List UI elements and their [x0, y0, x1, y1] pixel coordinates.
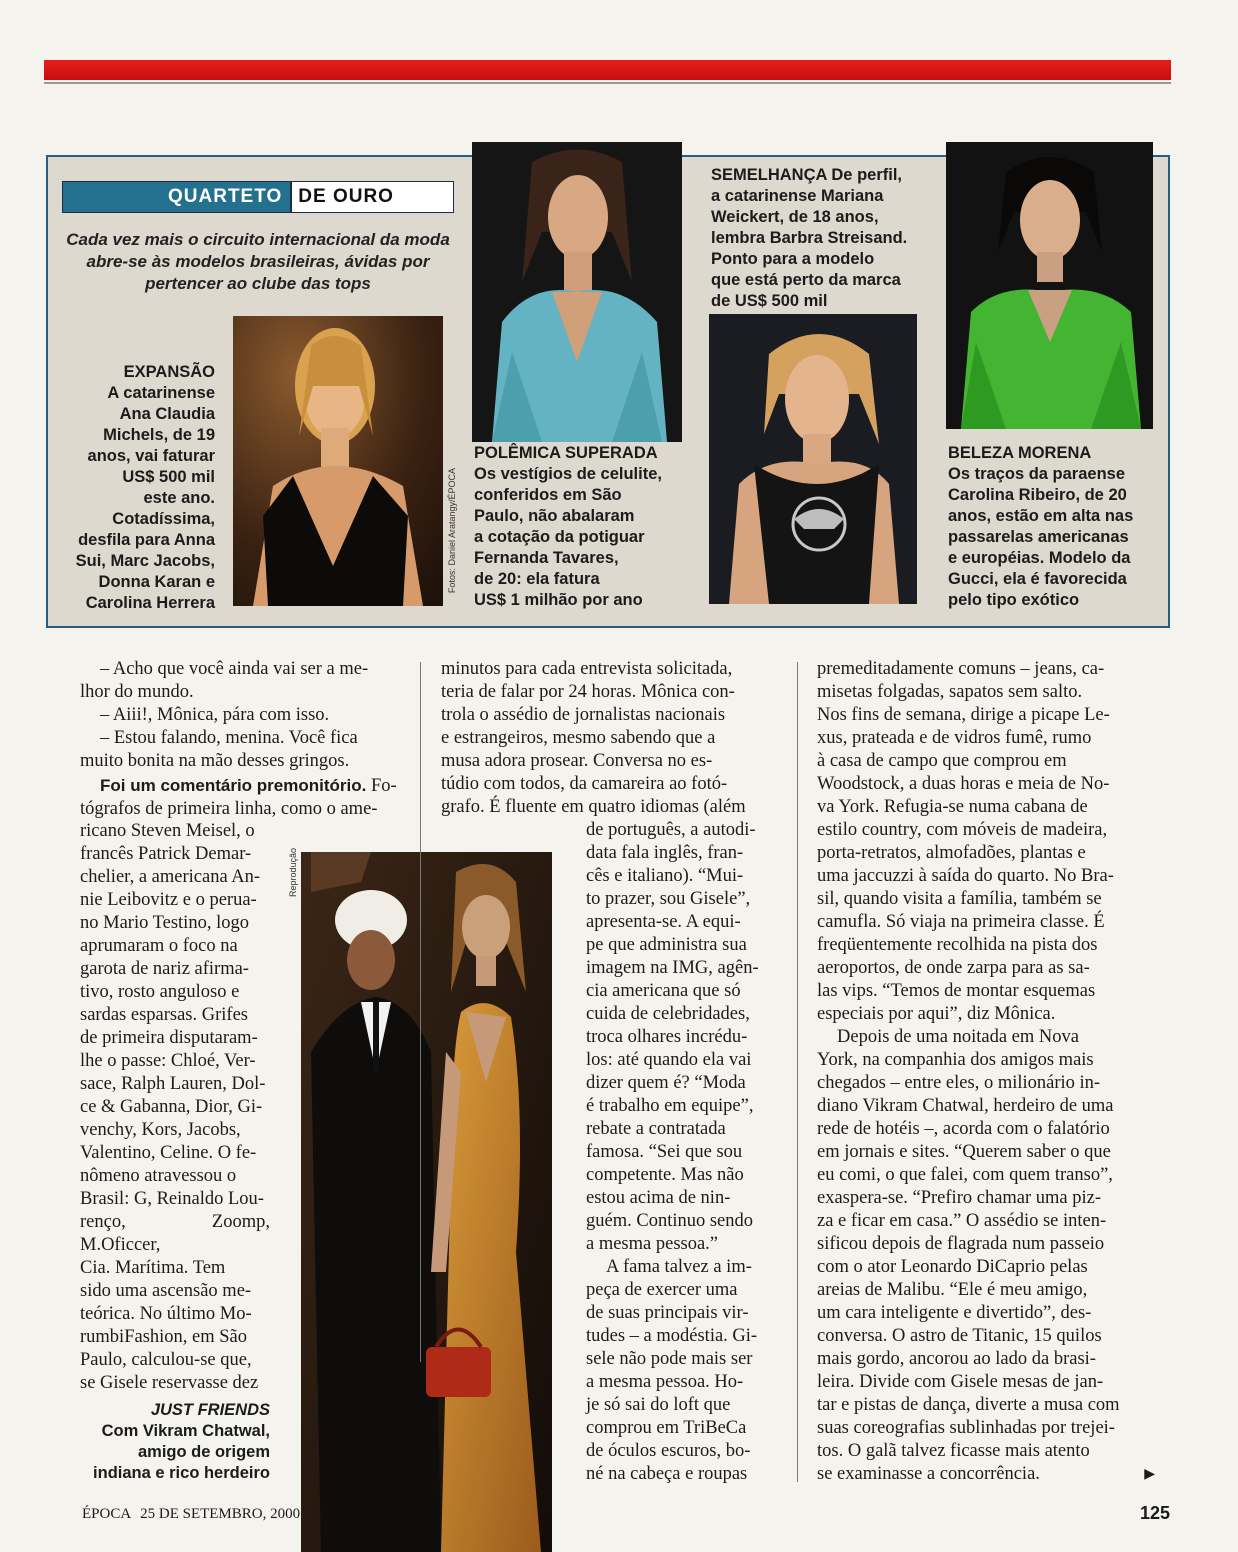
body-line: a mesma pessoa. Ho-: [586, 1372, 744, 1392]
caption-line: Gucci, ela é favorecida: [948, 570, 1127, 588]
box-intro: Cada vez mais o circuito internacional da moda abre-se às modelos brasileiras, ávidas por pertencer ao clube das tops: [66, 230, 450, 293]
caption-line: SEMELHANÇA De perfil,: [711, 166, 902, 184]
body-line: estilo country, com móveis de madeira,: [817, 820, 1108, 840]
caption-line: este ano.: [143, 489, 215, 507]
body-line: sardas esparsas. Grifes: [80, 1005, 248, 1025]
body-line: misetas folgadas, sapatos sem salto.: [817, 682, 1083, 702]
photo-ana-claudia-image: [233, 316, 443, 606]
caption-line: Os vestígios de celulite,: [474, 465, 662, 483]
caption-line: e européias. Modelo da: [948, 549, 1131, 567]
lead-rest: Fo-: [366, 776, 397, 796]
caption-polemica: [474, 443, 704, 611]
photo-ana-claudia: [233, 316, 443, 606]
caption-line: Fernanda Tavares,: [474, 549, 619, 567]
body-line: tar e pistas de dança, diverte a musa com: [817, 1395, 1120, 1415]
body-line: estou acima de nin-: [586, 1188, 731, 1208]
body-line: com o ator Leonardo DiCaprio pelas: [817, 1257, 1088, 1277]
article-column-2-narrow: [586, 819, 781, 1486]
caption-line: Ponto para a modelo: [711, 250, 875, 268]
caption-line: a cotação da potiguar: [474, 528, 645, 546]
photo-carolina-ribeiro: [946, 142, 1153, 429]
continue-arrow-icon: ▶: [1144, 1467, 1155, 1482]
body-line: – Aiii!, Mônica, pára com isso.: [100, 705, 330, 725]
body-line: premeditadamente comuns – jeans, ca-: [817, 659, 1105, 679]
box-header-part-b: DE OURO: [290, 182, 400, 212]
body-line: cês e italiano). “Mui-: [586, 866, 744, 886]
body-line: exaspera-se. “Prefiro chamar uma piz-: [817, 1188, 1102, 1208]
body-line: conversa. O astro de Titanic, 15 quilos: [817, 1326, 1102, 1346]
caption-expansao: [15, 362, 215, 614]
body-line: – Estou falando, menina. Você fica: [100, 728, 358, 748]
body-line: sificou depois de flagrada num passeio: [817, 1234, 1105, 1254]
footer-publication: [82, 1506, 300, 1523]
column-rule: [420, 662, 421, 1362]
body-line: ricano Steven Meisel, o: [80, 821, 255, 841]
body-line: de suas principais vir-: [586, 1303, 749, 1323]
caption-line: desfila para Anna: [78, 531, 215, 549]
caption-just-friends-head: JUST FRIENDS: [150, 1401, 270, 1419]
publication-name: ÉPOCA: [82, 1506, 131, 1522]
caption-line: A catarinense: [107, 384, 215, 402]
body-line: cuida de celebridades,: [586, 1004, 750, 1024]
body-line: sace, Ralph Lauren, Dol-: [80, 1074, 266, 1094]
box-header-part-a: QUARTETO: [63, 182, 290, 212]
body-line: za e ficar em casa.” O assédio se inten-: [817, 1211, 1107, 1231]
caption-line: amigo de origem: [137, 1443, 270, 1461]
photo-fernanda-tavares-image: [472, 142, 682, 442]
body-line: nie Leibovitz e o perua-: [80, 890, 257, 910]
body-line: famosa. “Sei que sou: [586, 1142, 743, 1162]
photo-carolina-ribeiro-image: [946, 142, 1153, 429]
body-line: rebate a contratada: [586, 1119, 726, 1139]
body-line: de óculos escuros, bo-: [586, 1441, 751, 1461]
body-line: diano Vikram Chatwal, herdeiro de uma: [817, 1096, 1114, 1116]
caption-line: Paulo, não abalaram: [474, 507, 635, 525]
publication-date: 25 DE SETEMBRO, 2000: [140, 1506, 301, 1522]
body-line: no Mario Testino, logo: [80, 913, 249, 933]
article-column-1: [80, 658, 405, 821]
photo-credit-reproducao: Reprodução: [288, 848, 298, 898]
body-line: camufla. Só viaja na primeira classe. É: [817, 912, 1105, 932]
body-line: comprou em TriBeCa: [586, 1418, 747, 1438]
body-line: Woodstock, a duas horas e meia de No-: [817, 774, 1110, 794]
caption-line: pelo tipo exótico: [948, 591, 1080, 609]
column-rule: [797, 662, 798, 1482]
caption-line: lembra Barbra Streisand.: [711, 229, 908, 247]
body-line: xus, prateada e de vidros fumê, rumo: [817, 728, 1092, 748]
body-line: [817, 1463, 1155, 1486]
article-column-1-narrow: [80, 820, 270, 1395]
caption-line: Michels, de 19: [103, 426, 215, 444]
body-line: chelier, a americana An-: [80, 867, 261, 887]
body-line: tógrafos de primeira linha, como o ame-: [80, 799, 378, 819]
body-line: teórica. No último Mo-: [80, 1304, 252, 1324]
caption-line: Donna Karan e: [98, 573, 215, 591]
body-line: tivo, rosto anguloso e: [80, 982, 240, 1002]
body-line: porta-retratos, almofadões, plantas e: [817, 843, 1086, 863]
body-line: lhe o passe: Chloé, Ver-: [80, 1051, 256, 1071]
body-line: sido uma ascensão me-: [80, 1281, 252, 1301]
caption-line: de 20: ela fatura: [474, 570, 600, 588]
body-line: de primeira disputaram-: [80, 1028, 258, 1048]
body-line: rumbiFashion, em São: [80, 1327, 248, 1347]
body-line: va York. Refugia-se numa cabana de: [817, 797, 1088, 817]
body-line: renço, Zoomp, M.Oficcer,: [80, 1212, 270, 1255]
body-line: garota de nariz afirma-: [80, 959, 249, 979]
body-line: nômeno atravessou o: [80, 1166, 237, 1186]
body-line: túdio com todos, da camareira ao fotó-: [441, 774, 728, 794]
photo-gisele-vikram-image: [301, 852, 552, 1552]
caption-line: US$ 1 milhão por ano: [474, 591, 643, 609]
body-line: sele não pode mais ser: [586, 1349, 753, 1369]
page-number: 125: [1140, 1503, 1171, 1523]
body-line: uma jaccuzzi à saída do quarto. No Bra-: [817, 866, 1114, 886]
article-column-3: [817, 658, 1155, 1486]
body-line: apresenta-se. A equi-: [586, 912, 741, 932]
body-line: francês Patrick Demar-: [80, 844, 252, 864]
body-line: em jornais e sites. “Querem saber o que: [817, 1142, 1111, 1162]
body-line: Cia. Marítima. Tem: [80, 1258, 226, 1278]
lead-in: Foi um comentário premonitório.: [100, 776, 367, 795]
body-line: troca olhares incrédu-: [586, 1027, 748, 1047]
body-line: chegados – entre eles, o milionário in-: [817, 1073, 1101, 1093]
body-line: e estrangeiros, mesmo sabendo que a: [441, 728, 716, 748]
body-line-last: se examinasse a concorrência.: [817, 1464, 1040, 1484]
body-line: to prazer, sou Gisele”,: [586, 889, 751, 909]
body-line: York, na companhia dos amigos mais: [817, 1050, 1094, 1070]
body-line: venchy, Kors, Jacobs,: [80, 1120, 241, 1140]
caption-line: a catarinense Mariana: [711, 187, 884, 205]
caption-line: Carolina Herrera: [85, 594, 215, 612]
body-line: grafo. É fluente em quatro idiomas (além: [441, 797, 746, 817]
body-line: pe que administra sua: [586, 935, 747, 955]
body-line: Nos fins de semana, dirige a picape Le-: [817, 705, 1110, 725]
body-line: areias de Malibu. “Ele é meu amigo,: [817, 1280, 1088, 1300]
photo-fernanda-tavares: [472, 142, 682, 442]
body-line: sil, quando visita a família, também se: [817, 889, 1102, 909]
body-line: dizer quem é? “Moda: [586, 1073, 746, 1093]
body-line-lead: [80, 774, 405, 798]
body-line: Paulo, calculou-se que,: [80, 1350, 252, 1370]
caption-line: US$ 500 mil: [122, 468, 215, 486]
caption-line: Os traços da paraense: [948, 465, 1126, 483]
body-line: mais gordo, ancorou ao lado da brasi-: [817, 1349, 1096, 1369]
caption-line: anos, estão em alta nas: [948, 507, 1134, 525]
body-line: guém. Continuo sendo: [586, 1211, 754, 1231]
caption-line: Ana Claudia: [119, 405, 215, 423]
caption-line: indiana e rico herdeiro: [93, 1464, 270, 1482]
body-line: Depois de uma noitada em Nova: [837, 1027, 1079, 1047]
caption-line: Cotadíssima,: [112, 510, 215, 528]
caption-beleza-morena: [948, 443, 1163, 611]
body-line: Valentino, Celine. O fe-: [80, 1143, 257, 1163]
caption-line: Com Vikram Chatwal,: [101, 1422, 270, 1440]
caption-polemica-head: POLÊMICA SUPERADA: [474, 444, 658, 462]
caption-line: Weickert, de 18 anos,: [711, 208, 879, 226]
body-line: aeroportos, de onde zarpa para as sa-: [817, 958, 1090, 978]
caption-line: Sui, Marc Jacobs,: [75, 552, 215, 570]
body-line: imagem na IMG, agên-: [586, 958, 759, 978]
body-line: se Gisele reservasse dez: [80, 1373, 259, 1393]
body-line: teria de falar por 24 horas. Mônica con-: [441, 682, 735, 702]
body-line: um cara inteligente e divertido”, des-: [817, 1303, 1092, 1323]
body-line: – Acho que você ainda vai ser a me-: [100, 659, 369, 679]
body-line: de português, a autodi-: [586, 820, 756, 840]
body-line: à casa de campo que comprou em: [817, 751, 1067, 771]
body-line: Brasil: G, Reinaldo Lou-: [80, 1189, 264, 1209]
body-line: minutos para cada entrevista solicitada,: [441, 659, 733, 679]
caption-line: passarelas americanas: [948, 528, 1129, 546]
article-column-2: [441, 658, 780, 819]
body-line: lhor do mundo.: [80, 682, 194, 702]
photo-mariana-weickert: [709, 314, 917, 604]
caption-line: de US$ 500 mil: [711, 292, 828, 310]
body-line: tos. O galã talvez ficasse mais atento: [817, 1441, 1090, 1461]
caption-line: Carolina Ribeiro, de 20: [948, 486, 1127, 504]
body-line: cia americana que só: [586, 981, 741, 1001]
caption-semelhanca: [711, 165, 943, 312]
top-color-bar: [44, 60, 1171, 80]
body-line: los: até quando ela vai: [586, 1050, 752, 1070]
body-line: né na cabeça e roupas: [586, 1464, 748, 1484]
body-line: peça de exercer uma: [586, 1280, 738, 1300]
body-line: aprumaram o foco na: [80, 936, 238, 956]
body-line: leira. Divide com Gisele mesas de jan-: [817, 1372, 1104, 1392]
caption-expansao-head: EXPANSÃO: [123, 363, 215, 381]
caption-line: anos, vai faturar: [87, 447, 215, 465]
body-line: competente. Mas não: [586, 1165, 744, 1185]
body-line: musa adora prosear. Conversa no es-: [441, 751, 713, 771]
photo-credit: Fotos: Daniel Aratangy/ÉPOCA: [447, 468, 457, 594]
box-header: [62, 181, 454, 213]
body-line: muito bonita na mão desses gringos.: [80, 751, 350, 771]
photo-gisele-vikram: [301, 852, 552, 1552]
photo-mariana-weickert-image: [709, 314, 917, 604]
body-line: rede de hotéis –, acorda com o falatório: [817, 1119, 1110, 1139]
body-line: je só sai do loft que: [586, 1395, 731, 1415]
top-rule: [44, 82, 1171, 84]
body-line: las vips. “Temos de montar esquemas: [817, 981, 1096, 1001]
body-line: é trabalho em equipe”,: [586, 1096, 754, 1116]
body-line: a mesma pessoa.”: [586, 1234, 719, 1254]
body-line: suas coreografias sublinhadas por trejei-: [817, 1418, 1115, 1438]
caption-beleza-head: BELEZA MORENA: [948, 444, 1092, 462]
caption-line: que está perto da marca: [711, 271, 901, 289]
body-line: data fala inglês, fran-: [586, 843, 744, 863]
caption-just-friends: [50, 1400, 270, 1484]
body-line: trola o assédio de jornalistas nacionais: [441, 705, 726, 725]
body-line: A fama talvez a im-: [606, 1257, 752, 1277]
body-line: ce & Gabanna, Dior, Gi-: [80, 1097, 263, 1117]
body-line: freqüentemente recolhida na pista dos: [817, 935, 1098, 955]
body-line: eu comi, o que falei, com quem transo”,: [817, 1165, 1113, 1185]
caption-line: conferidos em São: [474, 486, 622, 504]
body-line: tudes – a modéstia. Gi-: [586, 1326, 758, 1346]
body-line: especiais por aqui”, diz Mônica.: [817, 1004, 1056, 1024]
